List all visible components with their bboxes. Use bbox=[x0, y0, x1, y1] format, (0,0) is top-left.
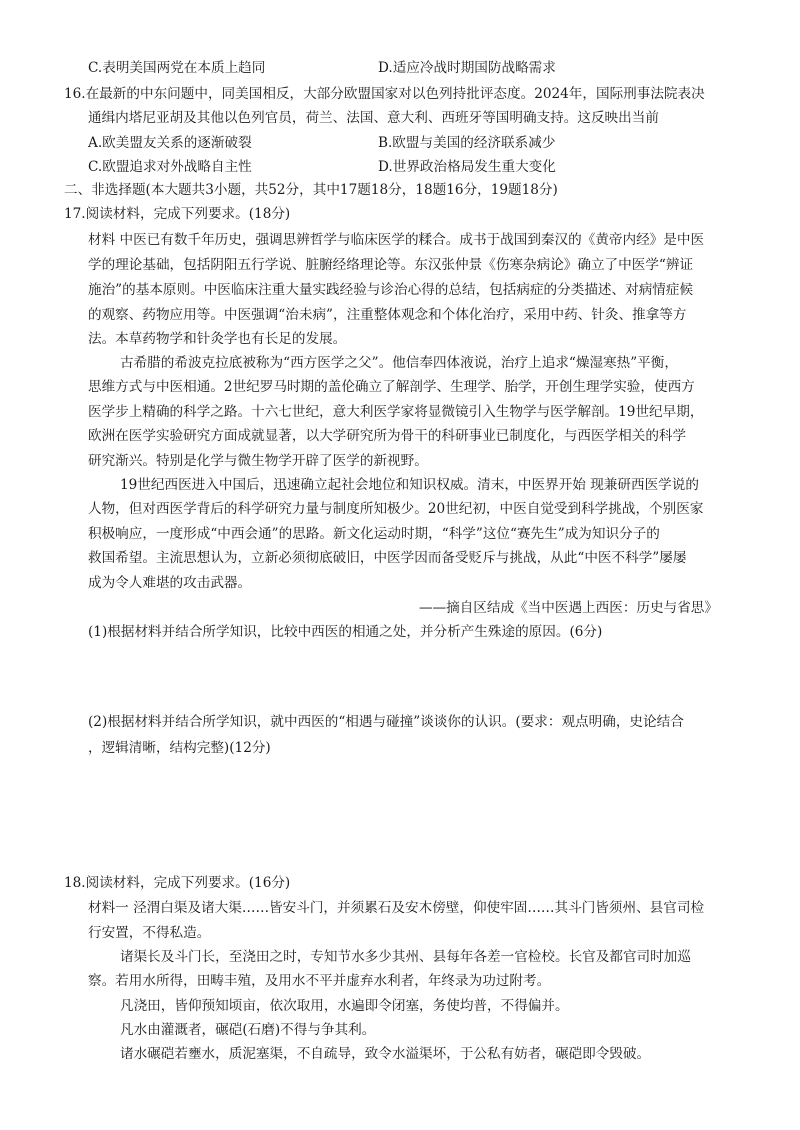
q16-stem-line2: 通缉内塔尼亚胡及其他以色列官员，荷兰、法国、意大利、西班牙等国明确支持。这反映出当前 bbox=[88, 110, 659, 126]
q18-material1-line2: 行安置，不得私造。 bbox=[88, 925, 211, 941]
q17-material-p2-line3: 医学步上精确的科学之路。十六七世纪，意大利医学家将显微镜引入生物学与医学解剖。19世纪早期， bbox=[88, 404, 704, 420]
q17-material-p2-line4: 欧洲在医学实验研究方面成就显著，以大学研究所为骨干的科研事业已制度化，与西医学相关的科学 bbox=[88, 428, 687, 444]
q16-option-b: B.欧盟与美国的经济联系减少 bbox=[378, 135, 556, 151]
q18-material1-p5: 诸水碾硙若壅水，质泥塞渠，不自疏导，致令水溢渠坏，于公私有妨者，碾硙即令毁破。 bbox=[120, 1046, 651, 1062]
q16-option-d: D.世界政治格局发生重大变化 bbox=[378, 159, 556, 175]
q17-material-p3-line5: 成为令人难堪的攻击武器。 bbox=[88, 575, 252, 591]
q18-material1-p3: 凡浇田，皆仰预知顷亩，依次取用，水遍即令闭塞，务使均普，不得偏并。 bbox=[120, 998, 569, 1014]
q17-material-p3-line3: 积极响应，一度形成“中西会通”的思路。新文化运动时期，“科学”这位“赛先生”成为知识分子的 bbox=[88, 526, 660, 542]
q17-citation: ——摘自区结成《当中医遇上西医：历史与省思》 bbox=[418, 600, 718, 616]
q17-material-p1-line5: 法。本草药物学和针灸学也有长足的发展。 bbox=[88, 331, 347, 347]
q17-material-p1-line2: 学的理论基础，包括阴阳五行学说、脏腑经络理论等。东汉张仲景《伤寒杂病论》确立了中医学“辨证 bbox=[88, 257, 694, 273]
q17-material-p2-line2: 思维方式与中医相通。2世纪罗马时期的盖伦确立了解剖学、生理学、胎学，开创生理学实验，使西方 bbox=[88, 379, 695, 395]
q17-heading: 17.阅读材料，完成下列要求。(18分) bbox=[64, 206, 291, 222]
q15-option-c: C.表明美国两党在本质上趋同 bbox=[88, 60, 266, 76]
q17-material-p3-line4: 救国希望。主流思想认为，立新必须彻底破旧，中医学因而备受贬斥与挑战，从此“中医不科学”屡屡 bbox=[88, 550, 687, 566]
q15-option-d: D.适应冷战时期国防战略需求 bbox=[378, 60, 556, 76]
q17-material-p3-line1: 19世纪西医进入中国后，迅速确立起社会地位和知识权威。清末，中医界开始 现兼研西医学说的 bbox=[120, 477, 699, 493]
q17-subquestion-2-line1: (2)根据材料并结合所学知识，就中西医的“相遇与碰撞”谈谈你的认识。(要求：观点明确，史论结合 bbox=[88, 714, 684, 730]
q17-material-p2-line5: 研究渐兴。特别是化学与微生物学开辟了医学的新视野。 bbox=[88, 453, 428, 469]
q18-material1-line1: 材料一 泾渭白渠及诸大渠……皆安斗门，并须累石及安木傍壁，仰使牢固……其斗门皆须州、县官司检 bbox=[88, 900, 705, 916]
section-2-heading: 二、非选择题(本大题共3小题，共52分，其中17题18分，18题16分，19题18分) bbox=[64, 182, 558, 198]
q17-subquestion-1: (1)根据材料并结合所学知识，比较中西医的相通之处，并分析产生殊途的原因。(6分) bbox=[88, 624, 603, 640]
q17-material-p3-line2: 人物，但对西医学背后的科学研究力量与制度所知极少。20世纪初，中医自觉受到科学挑战，个别医家 bbox=[88, 501, 704, 517]
q17-material-p1-line4: 的观察、药物应用等。中医强调“治未病”，注重整体观念和个体化治疗，采用中药、针灸、推拿等方 bbox=[88, 307, 687, 323]
q17-material-p1-line3: 施治”的基本原则。中医临床注重大量实践经验与诊治心得的总结，包括病症的分类描述、对病情症候 bbox=[88, 282, 694, 298]
q18-material1-p4: 凡水由灌溉者，碾硙(石磨)不得与争其利。 bbox=[120, 1022, 376, 1038]
q18-heading: 18.阅读材料，完成下列要求。(16分) bbox=[64, 875, 291, 891]
q17-subquestion-2-line2: ，逻辑清晰，结构完整)(12分) bbox=[88, 740, 271, 756]
q18-material1-p2-line1: 诸渠长及斗门长，至浇田之时，专知节水多少其州、县每年各差一官检校。长官及都官司时加巡 bbox=[120, 949, 691, 965]
q17-material-p1-line1: 材料 中医已有数千年历史，强调思辨哲学与临床医学的糅合。成书于战国到秦汉的《黄帝内经》是中医 bbox=[88, 232, 705, 248]
q18-material1-p2-line2: 察。若用水所得，田畴丰殖，及用水不平并虚弃水利者，年终录为功过附考。 bbox=[88, 973, 551, 989]
q16-option-c: C.欧盟追求对外战略自主性 bbox=[88, 159, 252, 175]
q16-option-a: A.欧美盟友关系的逐渐破裂 bbox=[88, 135, 252, 151]
q16-stem-line1: 16.在最新的中东问题中，同美国相反，大部分欧盟国家对以色列持批评态度。2024年，国际刑事法院表决 bbox=[64, 86, 705, 102]
q17-material-p2-line1: 古希腊的希波克拉底被称为“西方医学之父”。他信奉四体液说，治疗上追求“燥湿寒热”平衡， bbox=[120, 355, 678, 371]
